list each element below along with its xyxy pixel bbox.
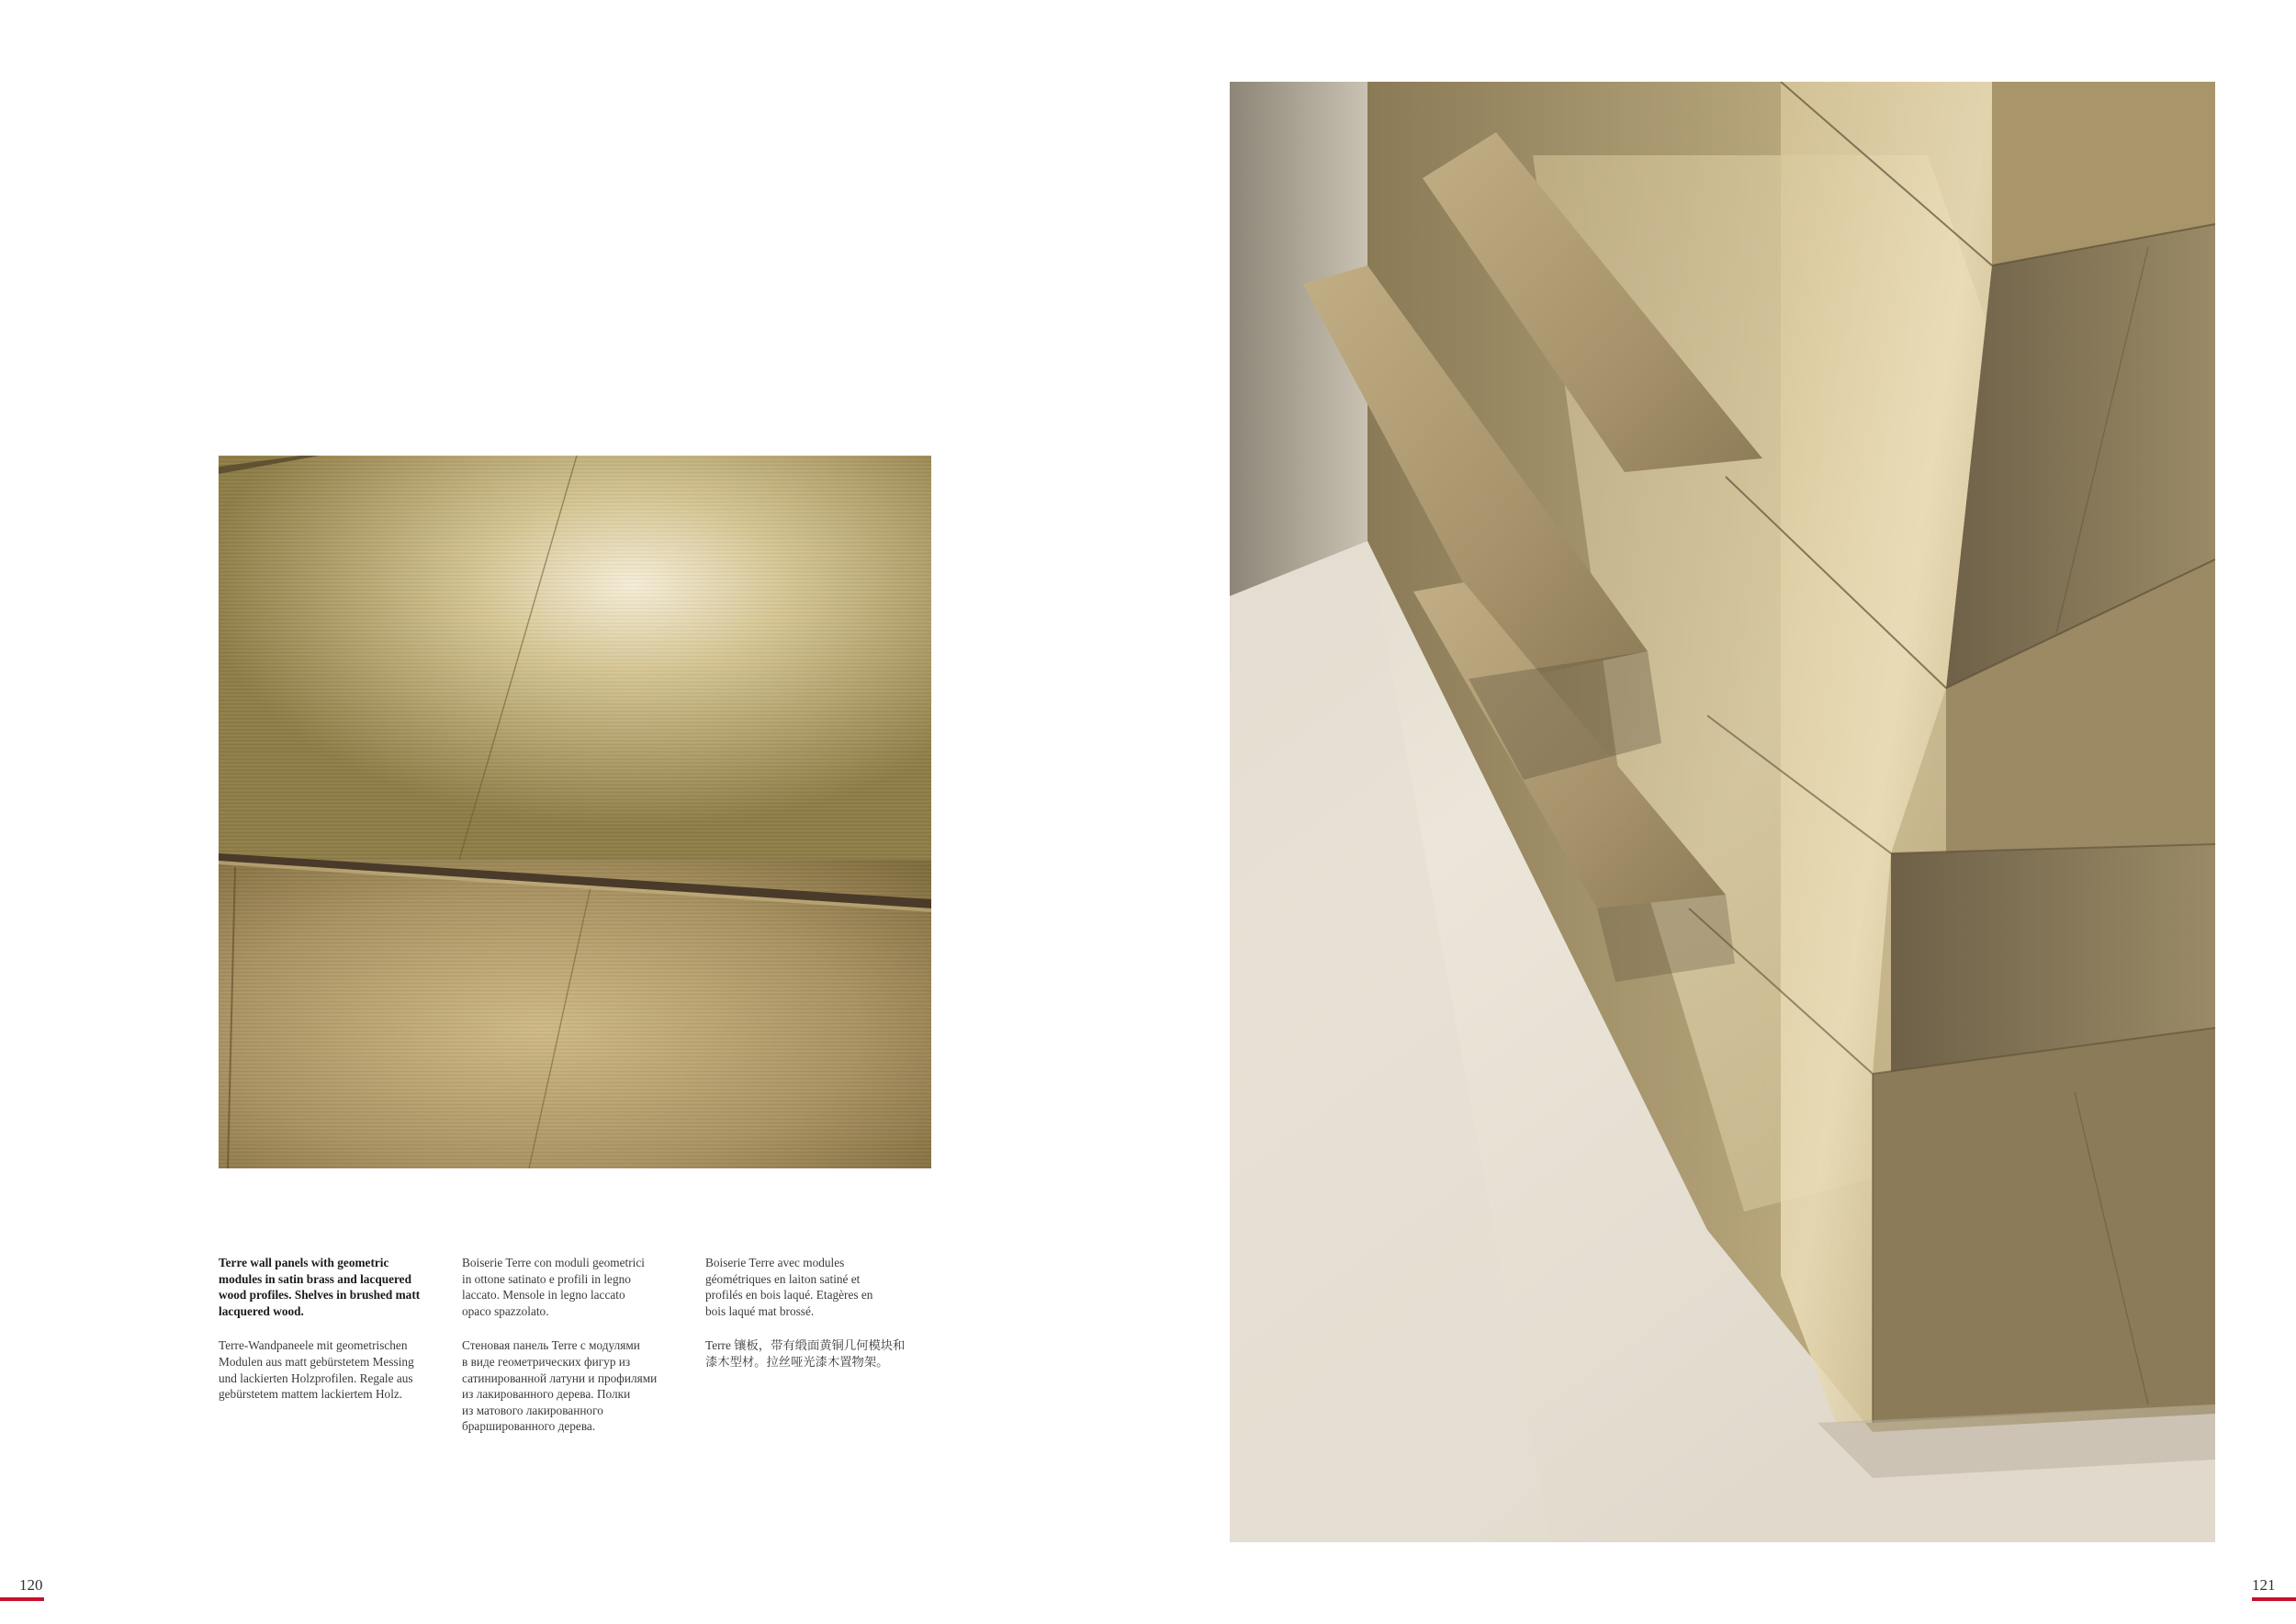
- caption-french: Boiserie Terre avec modules géométriques en laiton satiné et profilés en bois laqué. Etagères en bois laqué mat brossé.: [705, 1256, 873, 1318]
- caption-chinese: Terre 镶板，带有缎面黄铜几何模块和 漆木型材。拉丝哑光漆木置物架。: [705, 1338, 906, 1369]
- page-number-right: 121: [2252, 1576, 2276, 1594]
- brass-column-shelves-photo: [1230, 82, 2215, 1542]
- page-number-underline-left: [0, 1597, 44, 1601]
- caption-column-1: [219, 1255, 448, 1421]
- caption-german: Terre-Wandpaneele mit geometrischen Modulen aus matt gebürstetem Messing und lackierten Holzprofilen. Regale aus gebürstetem mattem lackiertem Holz.: [219, 1338, 414, 1402]
- caption-english: Terre wall panels with geometric modules in satin brass and lacquered wood profiles. Shelves in brushed matt lacquered wood.: [219, 1256, 421, 1318]
- caption-column-2: [462, 1255, 692, 1453]
- page-number-underline-right: [2252, 1597, 2296, 1601]
- caption-russian: Стеновая панель Terre с модулями в виде геометрических фигур из сатинированной латуни и профилями из лакированного дерева. Полки из матового лакированного браршированного дерева.: [462, 1338, 658, 1434]
- caption-italian: Boiserie Terre con moduli geometrici in ottone satinato e profili in legno laccato. Mensole in legno laccato opaco spazzolato.: [462, 1256, 645, 1318]
- caption-column-3: [705, 1255, 944, 1389]
- page-number-left: 120: [19, 1576, 43, 1594]
- brass-panel-photo: [219, 456, 931, 1168]
